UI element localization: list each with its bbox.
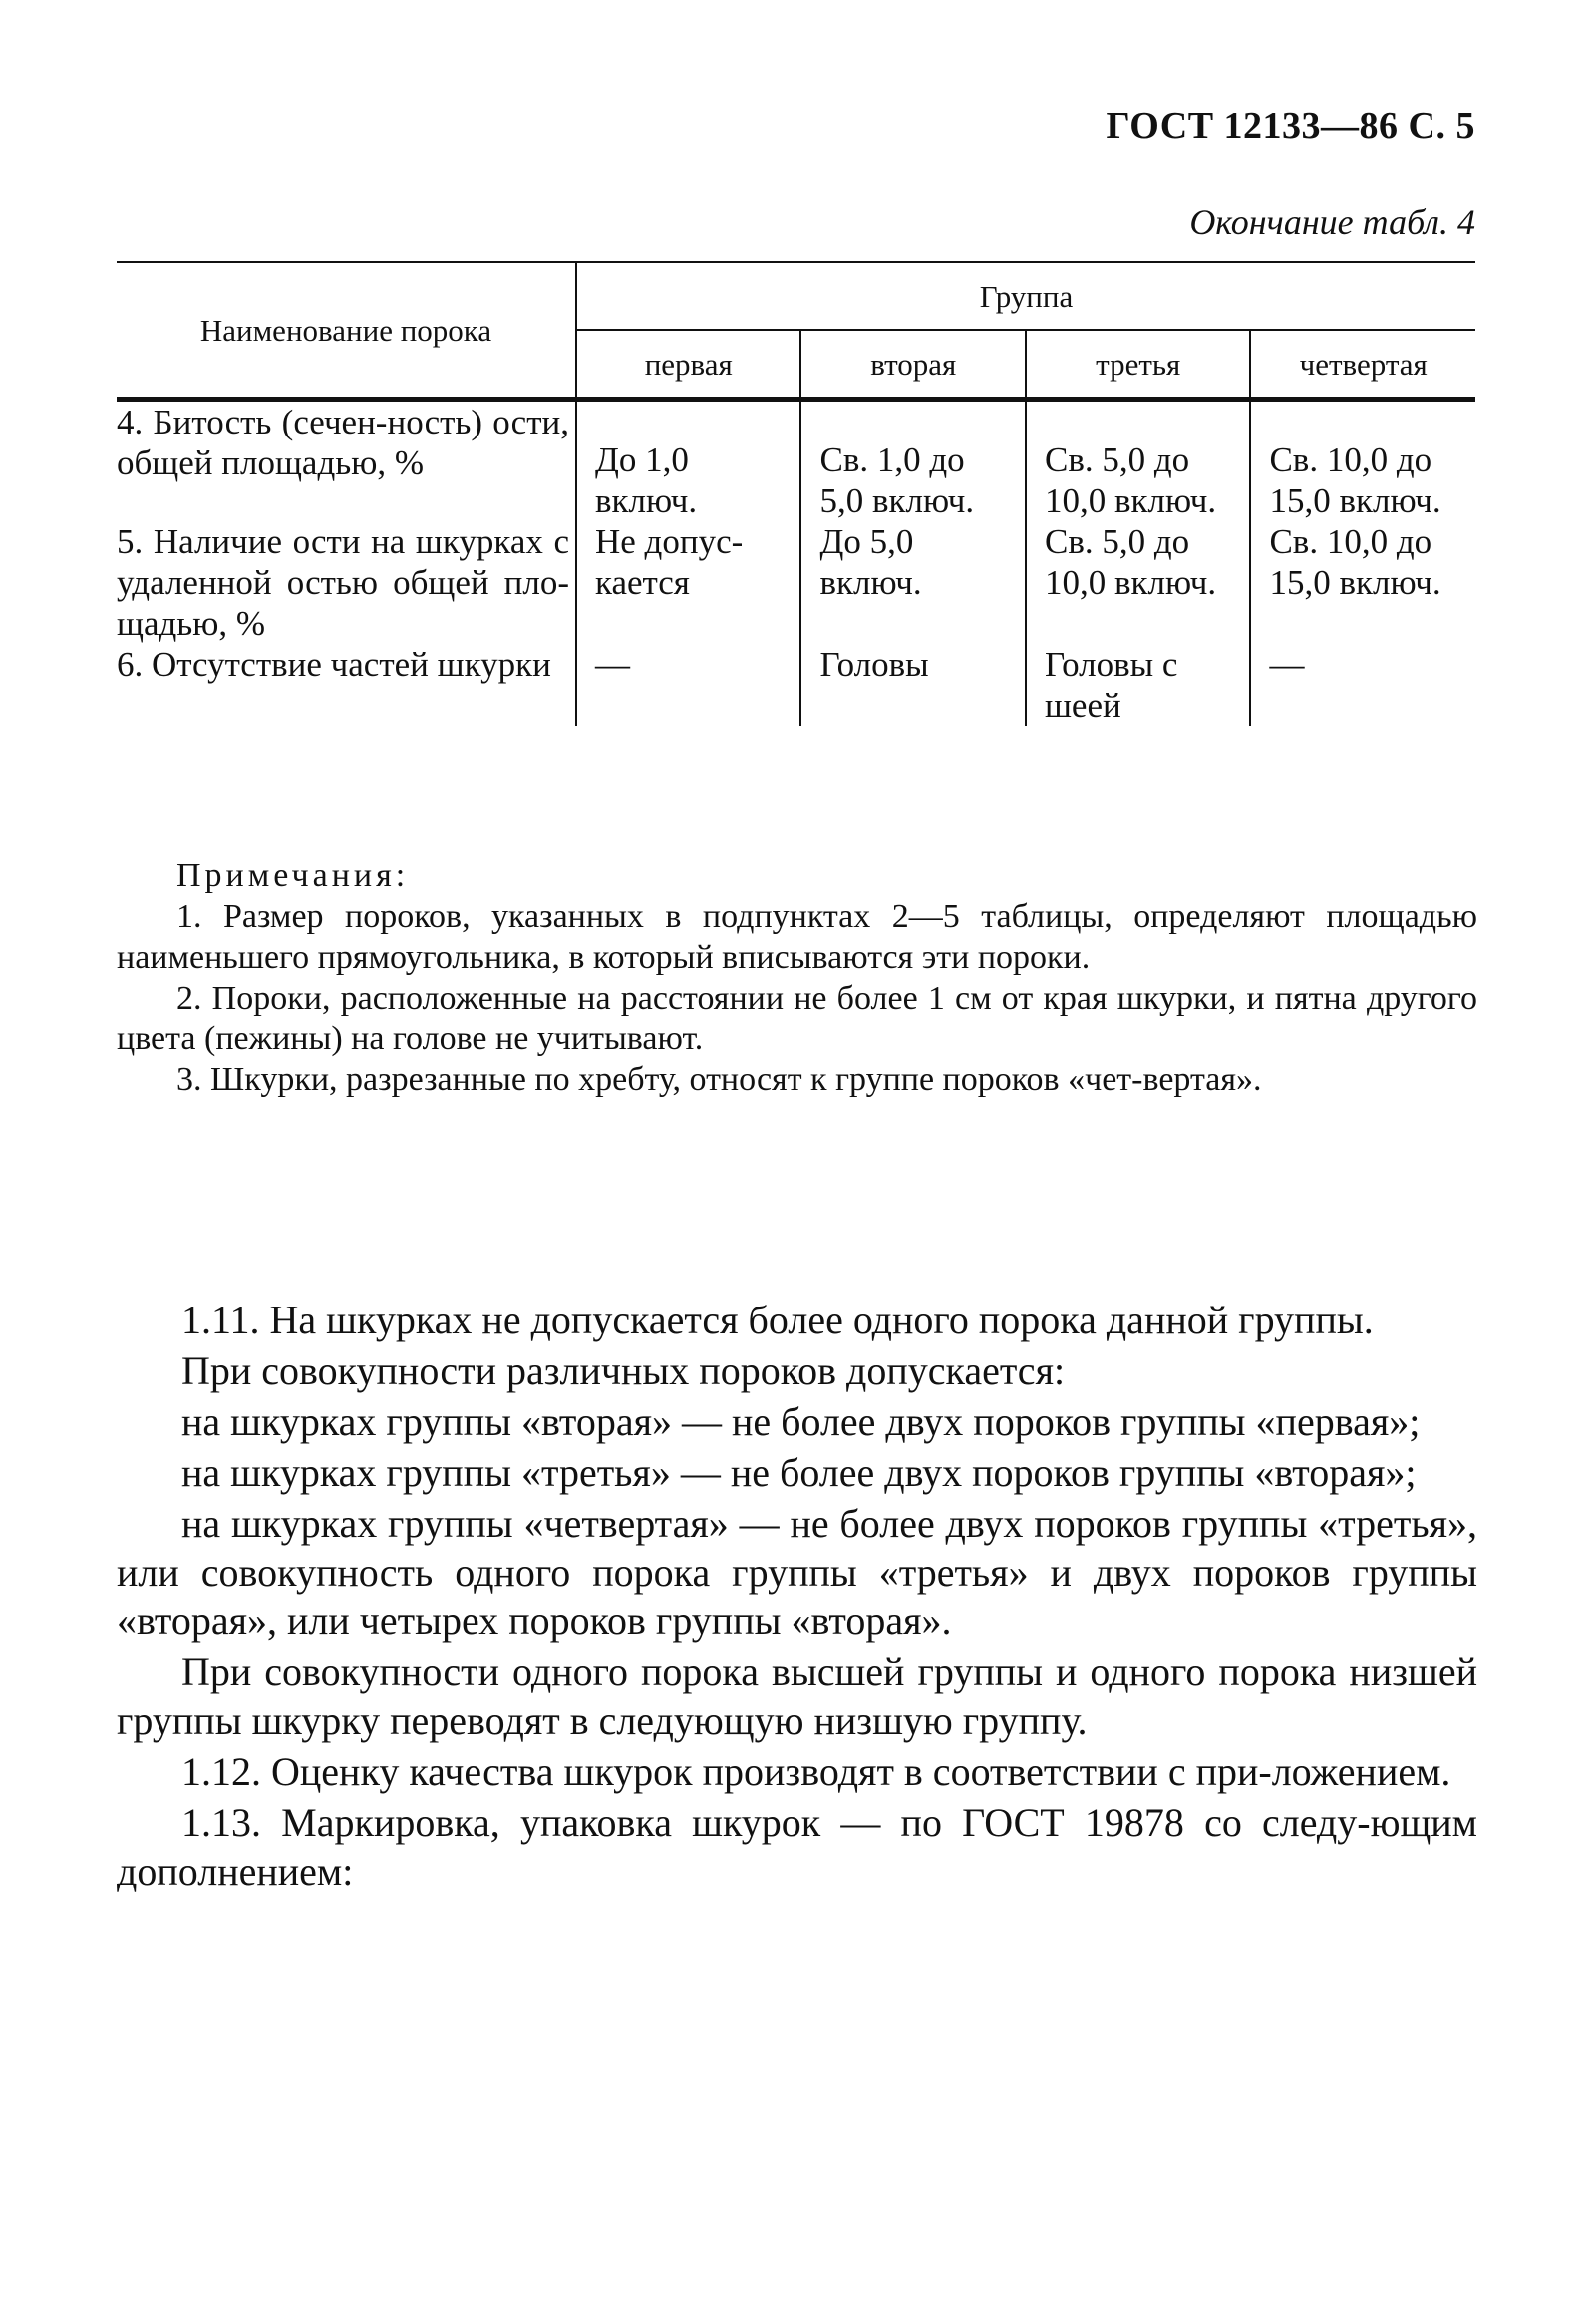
note-item: 3. Шкурки, разрезанные по хребту, относят к группе пороков «чет-вертая». xyxy=(176,1061,1262,1098)
column-header-group-3: третья xyxy=(1026,330,1250,400)
defect-name-cell: 5. Наличие ости на шкурках с удаленной остью общей пло-щадью, % xyxy=(117,522,569,643)
column-header-group-2: вторая xyxy=(800,330,1025,400)
value-cell: Св. 10,0 до 15,0 включ. xyxy=(1250,521,1475,644)
value-cell: Св. 5,0 до 10,0 включ. xyxy=(1026,400,1250,522)
table-row xyxy=(117,400,1475,522)
table-row xyxy=(117,644,1475,726)
paragraph: на шкурках группы «четвертая» — не более двух пороков группы «третья», или совокупность одного порока группы «третья» и двух пороков группы «вторая», или четырех пороков группы «вторая». xyxy=(117,1501,1477,1643)
paragraph: При совокупности одного порока высшей группы и одного порока низшей группы шкурку переводят в следующую низшую группу. xyxy=(117,1649,1477,1743)
value-cell: До 5,0 включ. xyxy=(800,521,1025,644)
defect-name-cell: 6. Отсутствие частей шкурки xyxy=(117,645,551,684)
paragraph: на шкурках группы «третья» — не более двух пороков группы «вторая»; xyxy=(181,1450,1417,1495)
column-header-group-4: четвертая xyxy=(1250,330,1475,400)
column-header-defect-name: Наименование порока xyxy=(117,262,576,400)
defect-name-cell: 4. Битость (сечен-ность) ости, общей площадью, % xyxy=(117,403,569,482)
value-cell: Св. 1,0 до 5,0 включ. xyxy=(800,400,1025,522)
value-cell: Головы с шеей xyxy=(1026,644,1250,726)
defects-table-container xyxy=(117,261,1475,726)
table-notes xyxy=(117,855,1477,1100)
body-text xyxy=(117,1296,1477,1897)
value-cell: Св. 10,0 до 15,0 включ. xyxy=(1250,400,1475,522)
note-item: 1. Размер пороков, указанных в подпунктах 2—5 таблицы, определяют площадью наименьшего прямоугольника, в который вписываются эти пороки. xyxy=(117,898,1477,976)
paragraph-1-12: 1.12. Оценку качества шкурок производят в соответствии с при-ложением. xyxy=(181,1749,1451,1794)
note-item: 2. Пороки, расположенные на расстоянии не более 1 см от края шкурки, и пятна другого цвета (пежины) на голове не учитывают. xyxy=(117,980,1477,1057)
paragraph-1-13: 1.13. Маркировка, упаковка шкурок — по ГОСТ 19878 со следу-ющим дополнением: xyxy=(117,1800,1477,1893)
value-cell: — xyxy=(1250,644,1475,726)
value-cell: — xyxy=(576,644,800,726)
value-cell: Головы xyxy=(800,644,1025,726)
value-cell: Не допус-кается xyxy=(576,521,800,644)
paragraph: При совокупности различных пороков допускается: xyxy=(181,1348,1066,1393)
paragraph-1-11: 1.11. На шкурках не допускается более одного порока данной группы. xyxy=(181,1298,1374,1342)
document-reference: ГОСТ 12133—86 С. 5 xyxy=(1106,105,1475,146)
notes-title: Примечания: xyxy=(176,857,410,894)
table-row xyxy=(117,521,1475,644)
value-cell: До 1,0 включ. xyxy=(576,400,800,522)
paragraph: на шкурках группы «вторая» — не более двух пороков группы «первая»; xyxy=(181,1399,1421,1444)
column-header-group: Группа xyxy=(576,262,1475,330)
value-cell: Св. 5,0 до 10,0 включ. xyxy=(1026,521,1250,644)
defects-table xyxy=(117,261,1475,726)
column-header-group-1: первая xyxy=(576,330,800,400)
table-continuation-caption: Окончание табл. 4 xyxy=(1189,202,1475,242)
